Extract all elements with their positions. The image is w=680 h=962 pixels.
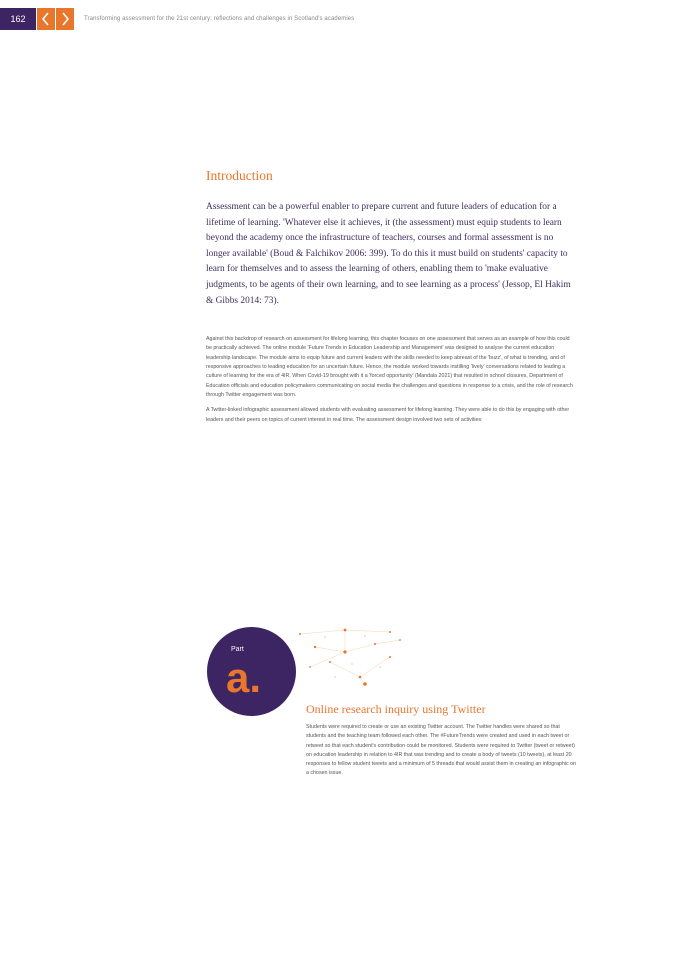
part-letter: a. bbox=[226, 654, 262, 701]
section-a bbox=[306, 702, 576, 779]
lead-paragraph: Assessment can be a powerful enabler to prepare current and future leaders of education for a lifetime of learning. 'Whatever else it achieves, it (the assessment) must equip students to learn beyond the academy once the infrastructure of teachers, courses and formal assessment is no longer available' (Boud & Falchikov 2006: 399). To do this it must build on students' capacity to learn for themselves and to assess the learning of others, enabling them to 'make evaluative judgments, to be agents of their own learning, and to see learning as a process' (Jessop, El Hakim & Gibbs 2014: 73). bbox=[206, 202, 571, 306]
body-paragraph-2: A Twitter-linked infographic assessment allowed students with evaluating assessment for lifelong learning. They were able to do this by engaging with other leaders and their peers on topics of current interest in real time. The assessment design involved two sets of activities: bbox=[206, 407, 570, 423]
top-bar bbox=[0, 8, 354, 30]
chevron-right-icon bbox=[60, 12, 70, 26]
next-page-button[interactable] bbox=[56, 8, 74, 30]
chevron-left-icon bbox=[41, 12, 51, 26]
part-badge bbox=[207, 627, 296, 716]
network-graph-decoration bbox=[290, 622, 420, 692]
page-number: 162 bbox=[0, 8, 36, 30]
main-content bbox=[206, 168, 576, 431]
section-heading-online-research: Online research inquiry using Twitter bbox=[306, 702, 486, 716]
part-label: Part bbox=[231, 646, 244, 653]
section-heading-introduction: Introduction bbox=[206, 168, 273, 183]
body-paragraph-1: Against this backdrop of research on assessment for lifelong learning, this chapter focuses on one assessment that serves as an example of how this could be practically achieved. The online module 'Future Trends in Education Leadership and Management' was designed to analyse the current education leadership landscape. The module aims to equip future and current leaders with the skills needed to keep abreast of the 'buzz', of what is trending, and of responsive approaches to leading education for an uncertain future. Hence, the module worked towards instilling 'lively' conversations related to leading a culture of learning for the era of 4IR. When Covid-19 brought with it a 'forced opportunity' (Mandala 2021) that resulted in school closures, Department of Education officials and education policymakers communicating on social media the challenges and questions in response to a crisis, and the role of research through Twitter engagement was born. bbox=[206, 336, 573, 398]
previous-page-button[interactable] bbox=[37, 8, 55, 30]
section-a-body: Students were required to create or use an existing Twitter account. The Twitter handles were shared so that students and the teaching team followed each other. The #FutureTrends were created and used in each tweet or retweet so that each student's contribution could be monitored. Students were required to Twitter (tweet or retweet) on education leadership in relation to 4IR that was trending and to create a body of tweets (10 tweets), at least 20 responses to fellow student tweets and a minimum of 5 threads that would assist them in creating an infographic on a chosen issue. bbox=[306, 724, 576, 777]
running-head: Transforming assessment for the 21st century: reflections and challenges in Scotland's academies bbox=[84, 16, 355, 22]
